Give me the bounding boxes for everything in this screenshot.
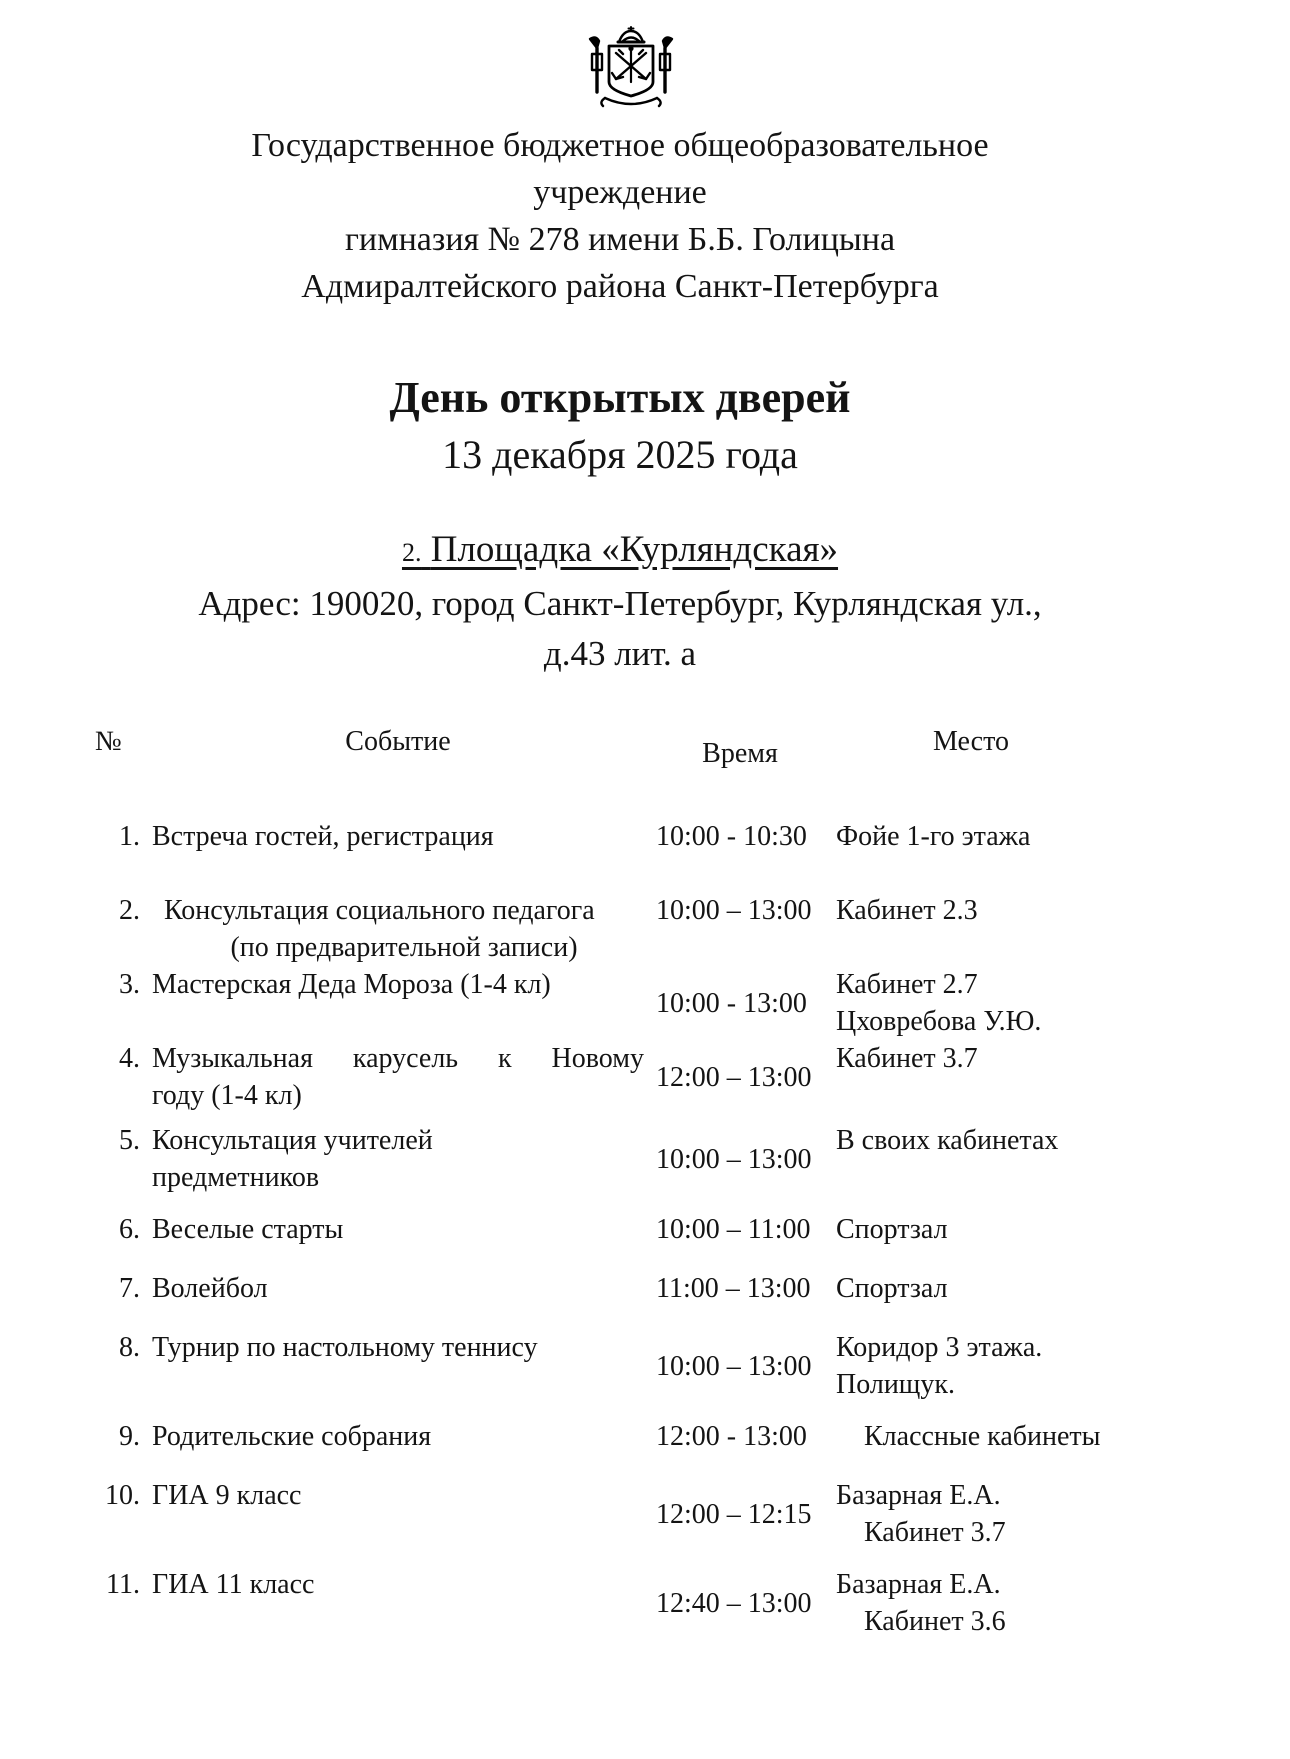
place-cell: [836, 1040, 1106, 1077]
place-line: Базарная Е.А.: [836, 1569, 1001, 1600]
time-cell: 10:00 – 13:00: [656, 1143, 812, 1175]
event-cell: [152, 1122, 644, 1196]
place-line: Кабинет 2.7: [836, 969, 978, 1000]
event-cell: [152, 892, 644, 966]
table-row: [85, 892, 1290, 966]
row-number: 10.: [105, 1480, 140, 1511]
event-cell: [152, 1566, 644, 1603]
event-line: Консультация учителей: [152, 1125, 433, 1156]
address-line: Адрес: 190020, город Санкт-Петербург, Курляндская ул.,: [198, 584, 1042, 623]
saint-petersburg-coat-of-arms-icon: [575, 24, 687, 114]
event-cell: [152, 818, 644, 855]
time-cell: 12:00 – 13:00: [656, 1061, 812, 1093]
table-row: [85, 1211, 1290, 1248]
table-header: [85, 723, 1290, 772]
table-row: [85, 1477, 1290, 1551]
time-cell: 10:00 – 13:00: [656, 895, 812, 926]
place-line: Фойе 1-го этажа: [836, 821, 1031, 852]
document-header: [0, 0, 1290, 679]
place-line: В своих кабинетах: [836, 1125, 1059, 1156]
time-cell: 10:00 – 11:00: [656, 1214, 811, 1245]
venue-name: Площадка «Курляндская»: [430, 529, 839, 570]
table-row: [85, 1122, 1290, 1196]
venue-title: [10, 528, 1230, 575]
place-line: Цховребова У.Ю.: [836, 1006, 1042, 1037]
row-number: 5.: [119, 1125, 140, 1156]
col-header-place: Место: [933, 726, 1009, 757]
time-cell: 12:40 – 13:00: [656, 1587, 812, 1619]
event-line: Мастерская Деда Мороза (1-4 кл): [152, 969, 551, 1000]
event-line: Музыкальная карусель к Новому: [152, 1043, 644, 1074]
event-line: Веселые старты: [152, 1214, 344, 1245]
institution-name: [10, 122, 1230, 310]
institution-line: Государственное бюджетное общеобразовательное: [251, 127, 989, 164]
institution-line: гимназия № 278 имени Б.Б. Голицына: [344, 221, 896, 258]
event-line: Турнир по настольному теннису: [152, 1332, 538, 1363]
page-title: День открытых дверей: [389, 373, 851, 422]
row-number: 9.: [119, 1421, 140, 1452]
place-line: Кабинет 2.3: [836, 895, 978, 926]
row-number: 11.: [106, 1569, 140, 1600]
event-line: Волейбол: [152, 1273, 268, 1304]
row-number: 8.: [119, 1332, 140, 1363]
event-cell: [152, 1211, 644, 1248]
place-line: Полищук.: [836, 1369, 955, 1400]
time-cell: 10:00 – 13:00: [656, 1350, 812, 1382]
place-cell: [836, 818, 1106, 855]
place-cell: [836, 892, 1106, 929]
event-line: предметников: [152, 1162, 320, 1193]
institution-line: Адмиралтейского района Санкт-Петербурга: [301, 268, 939, 305]
time-cell: 11:00 – 13:00: [656, 1273, 811, 1304]
place-cell: [836, 966, 1106, 1040]
institution-line: учреждение: [533, 174, 707, 211]
time-cell: 12:00 - 13:00: [656, 1421, 807, 1452]
event-cell: [152, 1418, 644, 1455]
schedule-table: [0, 723, 1290, 1640]
event-line: Родительские собрания: [152, 1421, 432, 1452]
event-line: ГИА 9 класс: [152, 1480, 302, 1511]
event-cell: [152, 1270, 644, 1307]
table-row: [85, 1329, 1290, 1403]
event-date: 13 декабря 2025 года: [442, 432, 798, 477]
place-cell: [836, 1566, 1106, 1640]
event-line: году (1-4 кл): [152, 1080, 302, 1111]
col-header-num: №: [95, 726, 122, 757]
row-number: 2.: [119, 895, 140, 926]
table-row: [85, 1040, 1290, 1114]
place-cell: [836, 1477, 1106, 1551]
emblem-container: [10, 0, 1230, 116]
event-line: Встреча гостей, регистрация: [152, 821, 494, 852]
col-header-time: Время: [702, 738, 778, 769]
event-line: (по предварительной записи): [230, 932, 578, 963]
table-row: [85, 966, 1290, 1040]
place-cell: [836, 1329, 1106, 1403]
table-row: [85, 1270, 1290, 1307]
time-cell: 10:00 - 10:30: [656, 821, 807, 852]
time-cell: 10:00 - 13:00: [656, 987, 807, 1019]
place-cell: [836, 1122, 1106, 1159]
row-number: 4.: [119, 1043, 140, 1074]
event-cell: [152, 1040, 644, 1114]
table-row: [85, 818, 1290, 855]
row-number: 6.: [119, 1214, 140, 1245]
event-cell: [152, 966, 644, 1003]
place-line: Кабинет 3.7: [836, 1043, 978, 1074]
row-number: 3.: [119, 969, 140, 1000]
place-cell: [836, 1270, 1106, 1307]
place-line: Кабинет 3.6: [864, 1606, 1006, 1637]
place-cell: [836, 1418, 1106, 1455]
event-line: ГИА 11 класс: [152, 1569, 315, 1600]
row-number: 1.: [119, 821, 140, 852]
table-row: [85, 1566, 1290, 1640]
time-cell: 12:00 – 12:15: [656, 1498, 812, 1530]
venue-address: [10, 579, 1230, 679]
place-line: Коридор 3 этажа.: [836, 1332, 1043, 1363]
venue-number: 2.: [401, 538, 422, 567]
address-line: д.43 лит. а: [543, 634, 697, 673]
event-cell: [152, 1477, 644, 1514]
event-line: Консультация социального педагога: [164, 895, 595, 926]
place-line: Спортзал: [836, 1214, 948, 1245]
row-number: 7.: [119, 1273, 140, 1304]
place-line: Кабинет 3.7: [864, 1517, 1006, 1548]
table-row: [85, 1418, 1290, 1455]
place-line: Базарная Е.А.: [836, 1480, 1001, 1511]
table-body: [85, 818, 1290, 1640]
col-header-event: Событие: [345, 726, 451, 757]
place-line: Классные кабинеты: [864, 1421, 1101, 1452]
place-line: Спортзал: [836, 1273, 948, 1304]
place-cell: [836, 1211, 1106, 1248]
event-cell: [152, 1329, 644, 1366]
